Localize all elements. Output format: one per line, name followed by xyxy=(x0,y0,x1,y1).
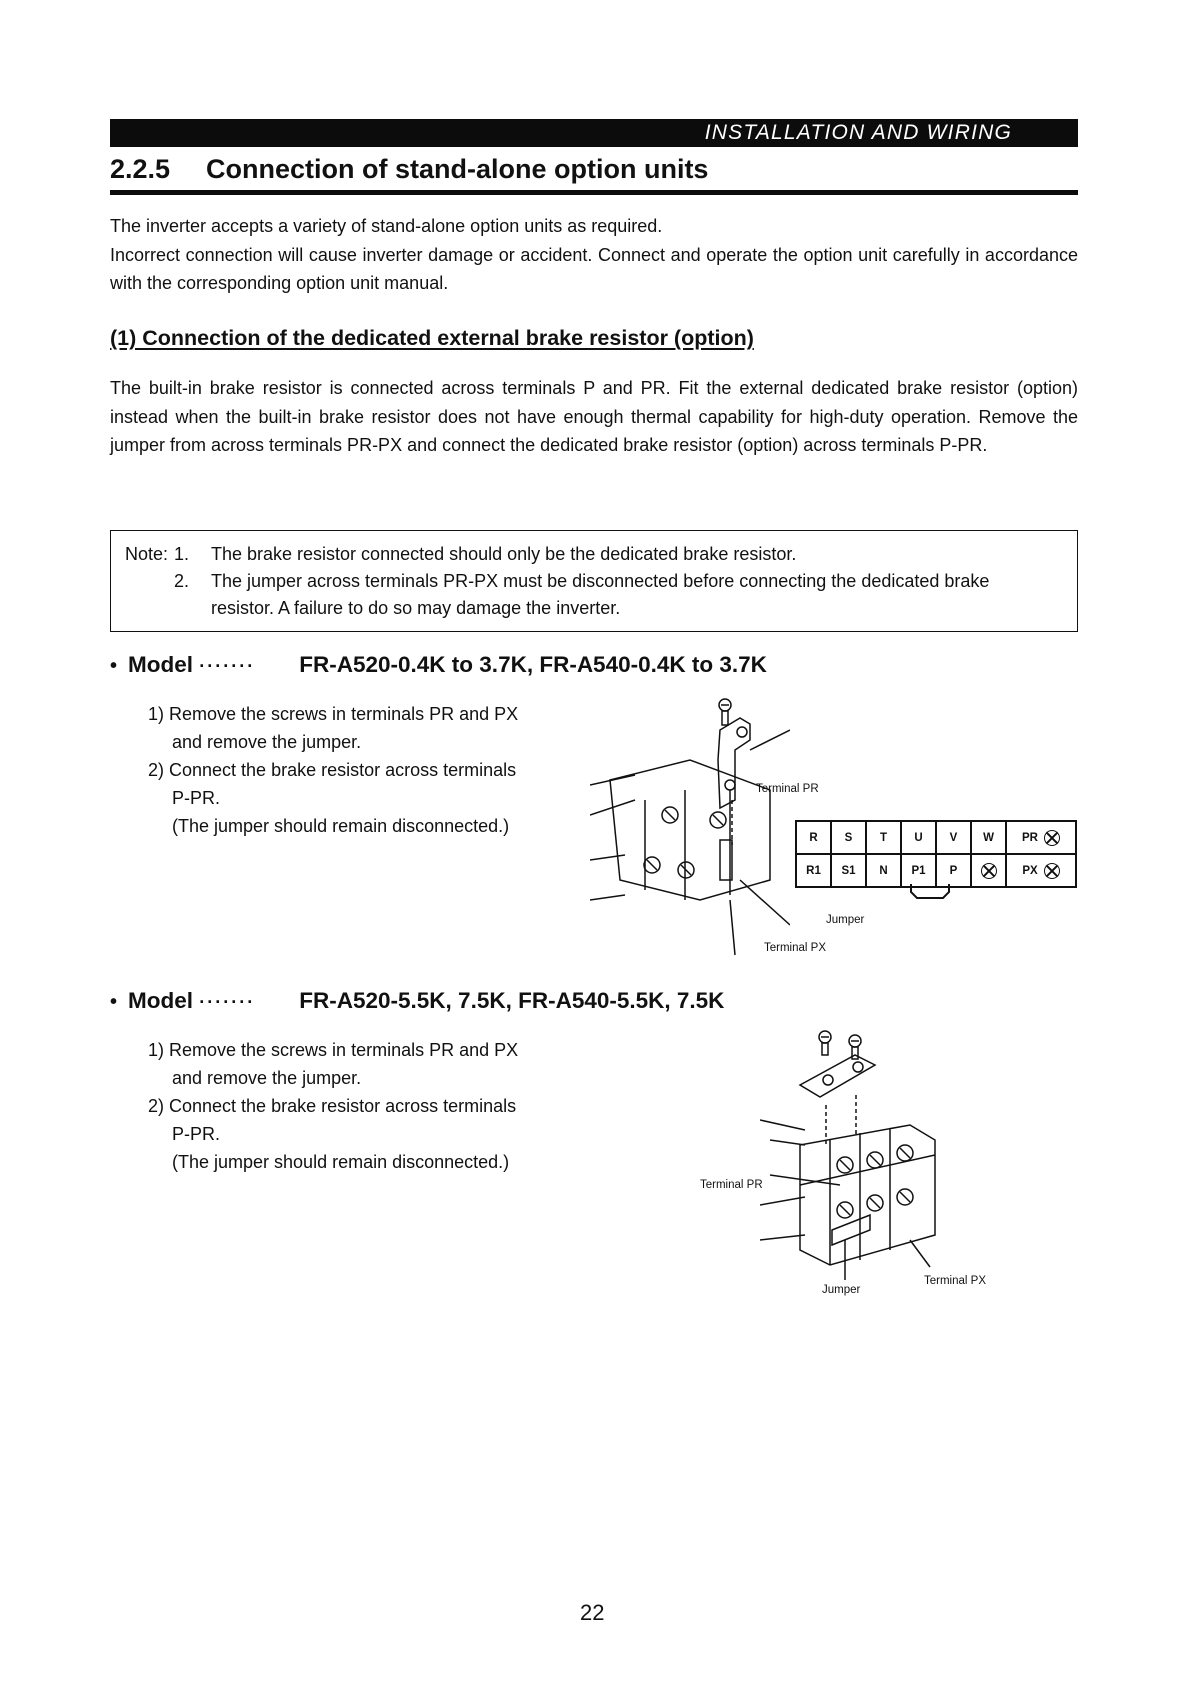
model-2-label: Model xyxy=(128,988,193,1013)
terminal-cell: V xyxy=(936,821,971,854)
note-box xyxy=(110,530,1078,632)
model-1-leader-dots: ······· xyxy=(199,656,256,676)
model-2-jumper-label: Jumper xyxy=(822,1284,861,1296)
model-1-label: Model xyxy=(128,652,193,677)
model-2-step-line: and remove the jumper. xyxy=(172,1068,362,1088)
model-1-terminal-px-label: Terminal PX xyxy=(764,942,826,954)
model-1-step-line: 2) Connect the brake resistor across terminals xyxy=(148,760,517,780)
terminal-block-diagram-1 xyxy=(590,690,790,960)
model-1-name: FR-A520-0.4K to 3.7K, FR-A540-0.4K to 3.7K xyxy=(299,652,767,677)
model-1-step-line: 1) Remove the screws in terminals PR and PX xyxy=(148,704,519,724)
terminal-cell: S xyxy=(831,821,866,854)
model-2-terminal-px-label: Terminal PX xyxy=(924,1275,986,1287)
model-1-step-line: and remove the jumper. xyxy=(172,732,362,752)
terminal-px-label: PX xyxy=(1022,864,1038,877)
terminal-cell: W xyxy=(971,821,1006,854)
terminal-cell: P1 xyxy=(901,854,936,887)
section-title xyxy=(110,154,708,185)
bullet-icon: • xyxy=(110,991,118,1013)
intro-line-1: The inverter accepts a variety of stand-alone option units as required. xyxy=(110,216,663,236)
terminal-cell: N xyxy=(866,854,901,887)
terminal-cell: P xyxy=(936,854,971,887)
page-number: 22 xyxy=(580,1600,605,1625)
model-2-step-line: (The jumper should remain disconnected.) xyxy=(172,1152,510,1172)
note-item-2-text-line-2: resistor. A failure to do so may damage the inverter. xyxy=(211,598,621,618)
header-bar xyxy=(110,119,1078,147)
title-rule xyxy=(110,190,1078,195)
model-1-jumper-label: Jumper xyxy=(826,914,865,926)
section-number: 2.2.5 xyxy=(110,154,171,184)
terminal-cell: S1 xyxy=(831,854,866,887)
model-2-step-line: P-PR. xyxy=(172,1124,221,1144)
terminal-row-1 xyxy=(796,821,1076,854)
model-2-terminal-pr-label: Terminal PR xyxy=(700,1179,763,1191)
terminal-pr-label: PR xyxy=(1022,831,1038,844)
terminal-row-2 xyxy=(796,854,1076,887)
screw-icon xyxy=(981,863,997,879)
note-label: Note: xyxy=(125,544,169,564)
terminal-cell-pr xyxy=(1006,821,1076,854)
terminal-cell-px xyxy=(1006,854,1076,887)
subsection-title: (1) Connection of the dedicated external brake resistor (option) xyxy=(110,326,754,350)
bullet-icon: • xyxy=(110,655,118,677)
model-1-step-line: (The jumper should remain disconnected.) xyxy=(172,816,510,836)
terminal-cell-screw xyxy=(971,854,1006,887)
note-item-2-text-line-1: The jumper across terminals PR-PX must be disconnected before connecting the dedicated brake xyxy=(211,571,990,591)
intro-paragraph xyxy=(110,212,1078,298)
terminal-cell: R xyxy=(796,821,831,854)
subsection-body xyxy=(110,374,1078,460)
terminal-block-diagram-2 xyxy=(760,1025,960,1285)
note-item-2-number: 2. xyxy=(173,571,189,591)
model-2-leader-dots: ······· xyxy=(199,992,256,1012)
jumper-bracket-icon xyxy=(905,884,955,902)
subsection-body-text: The built-in brake resistor is connected across terminals P and PR. Fit the external dedicated brake resistor (option) instead when the built-in brake resistor does not have enough thermal capability for high-duty operation. Remove the jumper from across terminals PR-PX and connect the dedicated brake resistor (option) across terminals P-PR. xyxy=(110,378,1078,455)
terminal-layout-table xyxy=(795,820,1077,888)
terminal-cell: T xyxy=(866,821,901,854)
note-item-1-text: The brake resistor connected should only be the dedicated brake resistor. xyxy=(211,544,797,564)
model-2-step-line: 1) Remove the screws in terminals PR and PX xyxy=(148,1040,519,1060)
model-1-terminal-pr-label: Terminal PR xyxy=(756,783,819,795)
model-2-heading xyxy=(110,988,724,1014)
screw-icon xyxy=(1044,863,1060,879)
screw-icon xyxy=(1044,830,1060,846)
note-item-1-number: 1. xyxy=(173,544,189,564)
section-title-text: Connection of stand-alone option units xyxy=(206,154,709,184)
model-1-step-line: P-PR. xyxy=(172,788,221,808)
terminal-cell: U xyxy=(901,821,936,854)
intro-line-2: Incorrect connection will cause inverter damage or accident. Connect and operate the option unit carefully in accordance with the corresponding option unit manual. xyxy=(110,244,1078,293)
terminal-cell: R1 xyxy=(796,854,831,887)
header-section-name: INSTALLATION AND WIRING xyxy=(704,121,1012,144)
model-1-heading xyxy=(110,652,767,678)
model-2-name: FR-A520-5.5K, 7.5K, FR-A540-5.5K, 7.5K xyxy=(299,988,725,1013)
model-2-step-line: 2) Connect the brake resistor across terminals xyxy=(148,1096,517,1116)
